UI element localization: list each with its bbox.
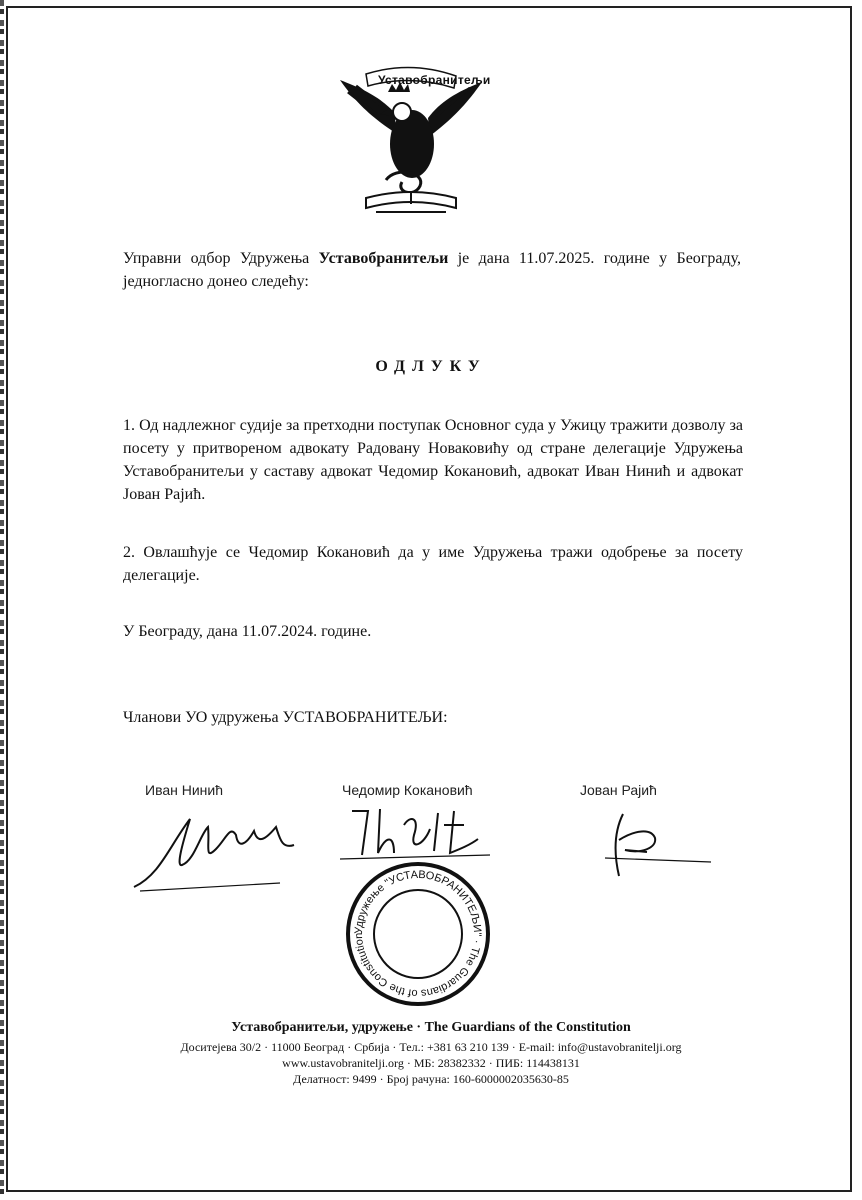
intro-after: је дана 11.07.2025. године у Београду, једногласно донео следећу: bbox=[123, 250, 742, 290]
place-date: У Београду, дана 11.07.2024. године. bbox=[123, 623, 372, 640]
signature-2 bbox=[340, 805, 500, 865]
logo-text: Уставобранитељи bbox=[378, 73, 491, 87]
svg-text:Удружење "УСТАВОБРАНИТЕЉИ" · T bbox=[353, 869, 483, 999]
footer-address: Доситејева 30/2 · 11000 Београд · Србија · Тел.: +381 63 210 139 · E-mail: info@ustavobranitelji.org bbox=[180, 1040, 682, 1054]
members-label: Чланови УО удружења УСТАВОБРАНИТЕЉИ: bbox=[123, 709, 448, 726]
signatory-name-1: Иван Нинић bbox=[145, 782, 224, 798]
intro-before: Управни одбор Удружења bbox=[123, 250, 319, 267]
stamp-text: Удружење "УСТАВОБРАНИТЕЉИ" · The Guardians of the Constitution bbox=[352, 868, 484, 1000]
decision-item-2: 2. Овлашћује се Чедомир Кокановић да у име Удружења тражи одобрење за посету делегације. bbox=[123, 544, 743, 584]
signatory-name-2: Чедомир Кокановић bbox=[342, 782, 473, 798]
intro-org-name: Уставобранитељи bbox=[318, 250, 449, 267]
decision-item-1: 1. Од надлежног судије за претходни поступак Основног суда у Ужицу тражити дозволу за посету у притвореном адвокату Радовану Новаковићу од стране делегације Удружења Уставобранитељи у саставу адвокат Чедомир Кокановић, адвокат Иван Нинић и адвокат Јован Рајић. bbox=[123, 417, 743, 503]
intro-paragraph bbox=[123, 247, 741, 293]
signatory-name-3: Јован Рајић bbox=[580, 782, 657, 798]
signature-3 bbox=[595, 810, 715, 880]
footer-title: Уставобранитељи, удружење · The Guardians of the Constitution bbox=[231, 1020, 631, 1035]
footer-account: Делатност: 9499 · Број рачуна: 160-6000002035630-85 bbox=[293, 1072, 569, 1086]
footer-registry: www.ustavobranitelji.org · МБ: 28382332 · ПИБ: 114438131 bbox=[282, 1056, 580, 1070]
decision-title: ОДЛУКУ bbox=[375, 358, 487, 375]
signature-1 bbox=[130, 805, 300, 895]
association-stamp bbox=[344, 860, 492, 1008]
